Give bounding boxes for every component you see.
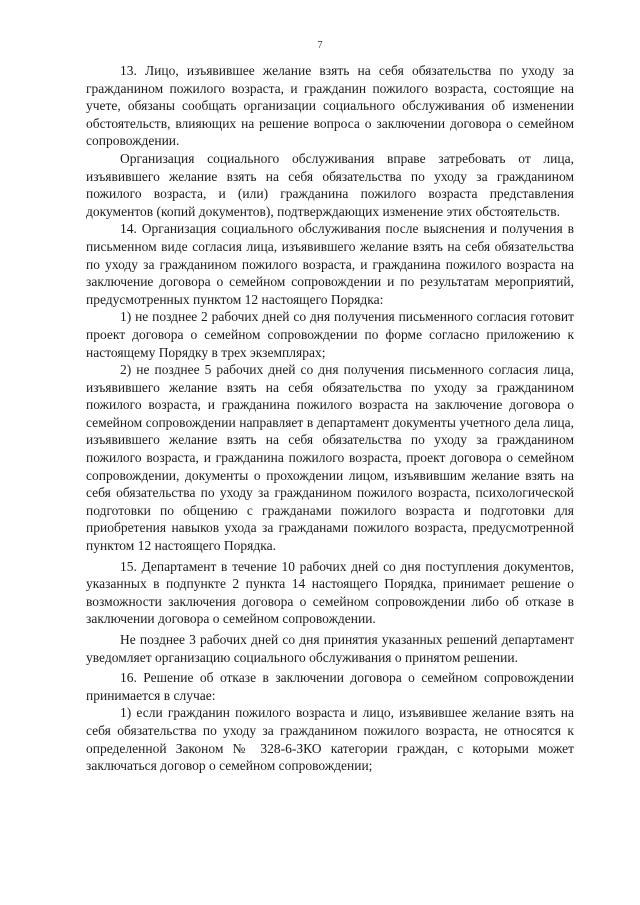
paragraph-15: 15. Департамент в течение 10 рабочих дней со дня поступления документов, указанных в подпункте 2 пункта 14 настоящего Порядка, принимает решение о возможности заключения договора о семейном сопровождении либо об отказе в заключении договора о семейном сопровождении. (86, 558, 574, 627)
paragraph-13-continuation: Организация социального обслуживания вправе затребовать от лица, изъявившего желание взять на себя обязательства по уходу за гражданином пожилого возраста, и (или) гражданина пожилого возраста представления документов (копий документов), подтверждающих изменение этих обстоятельств. (86, 150, 574, 219)
paragraph-14: 14. Организация социального обслуживания после выяснения и получения в письменном виде согласия лица, изъявившего желание взять на себя обязательства по уходу за гражданином пожилого возраста, и гражданина пожилого возраста на заключение договора о семейном сопровождении и по результатам мероприятий, предусмотренных пунктом 12 настоящего Порядка: (86, 221, 574, 307)
document-body (86, 62, 574, 775)
paragraph-15-continuation: Не позднее 3 рабочих дней со дня принятия указанных решений департамент уведомляет организацию социального обслуживания о принятом решении. (86, 632, 574, 665)
paragraph-14-item-1: 1) не позднее 2 рабочих дней со дня получения письменного согласия готовит проект договора о семейном сопровождении по форме согласно приложению к настоящему Порядку в трех экземплярах; (86, 309, 574, 360)
paragraph-14-item-2: 2) не позднее 5 рабочих дней со дня получения письменного согласия лица, изъявившего желание взять на себя обязательства по уходу за гражданином пожилого возраста, и гражданина пожилого возраста на заключение договора о семейном сопровождении направляет в департамент документы учетного дела лица, изъявившего желание взять на себя обязательства по уходу за гражданином пожилого возраста, и гражданина пожилого возраста, проект договора о семейном сопровождении, документы о прохождении лицом, изъявившим желание взять на себя обязательства по уходу за гражданином пожилого возраста, психологической подготовки по общению с гражданами пожилого возраста и подготовки для приобретения навыков ухода за гражданами пожилого возраста, предусмотренной пунктом 12 настоящего Порядка. (86, 362, 574, 554)
paragraph-16-item-1: 1) если гражданин пожилого возраста и лицо, изъявившее желание взять на себя обязательства по уходу за гражданином пожилого возраста, не относятся к определенной Законом № 328-6-ЗКО категории граждан, с которыми может заключаться договор о семейном сопровождении; (86, 705, 574, 774)
paragraph-13: 13. Лицо, изъявившее желание взять на себя обязательства по уходу за гражданином пожилого возраста, и гражданин пожилого возраста, состоящие на учете, обязаны сообщать организации социального обслуживания об изменении обстоятельств, влияющих на решение вопроса о заключении договора о семейном сопровождении. (86, 63, 574, 149)
paragraph-16: 16. Решение об отказе в заключении договора о семейном сопровождении принимается в случае: (86, 670, 574, 703)
page-number: 7 (317, 40, 323, 51)
